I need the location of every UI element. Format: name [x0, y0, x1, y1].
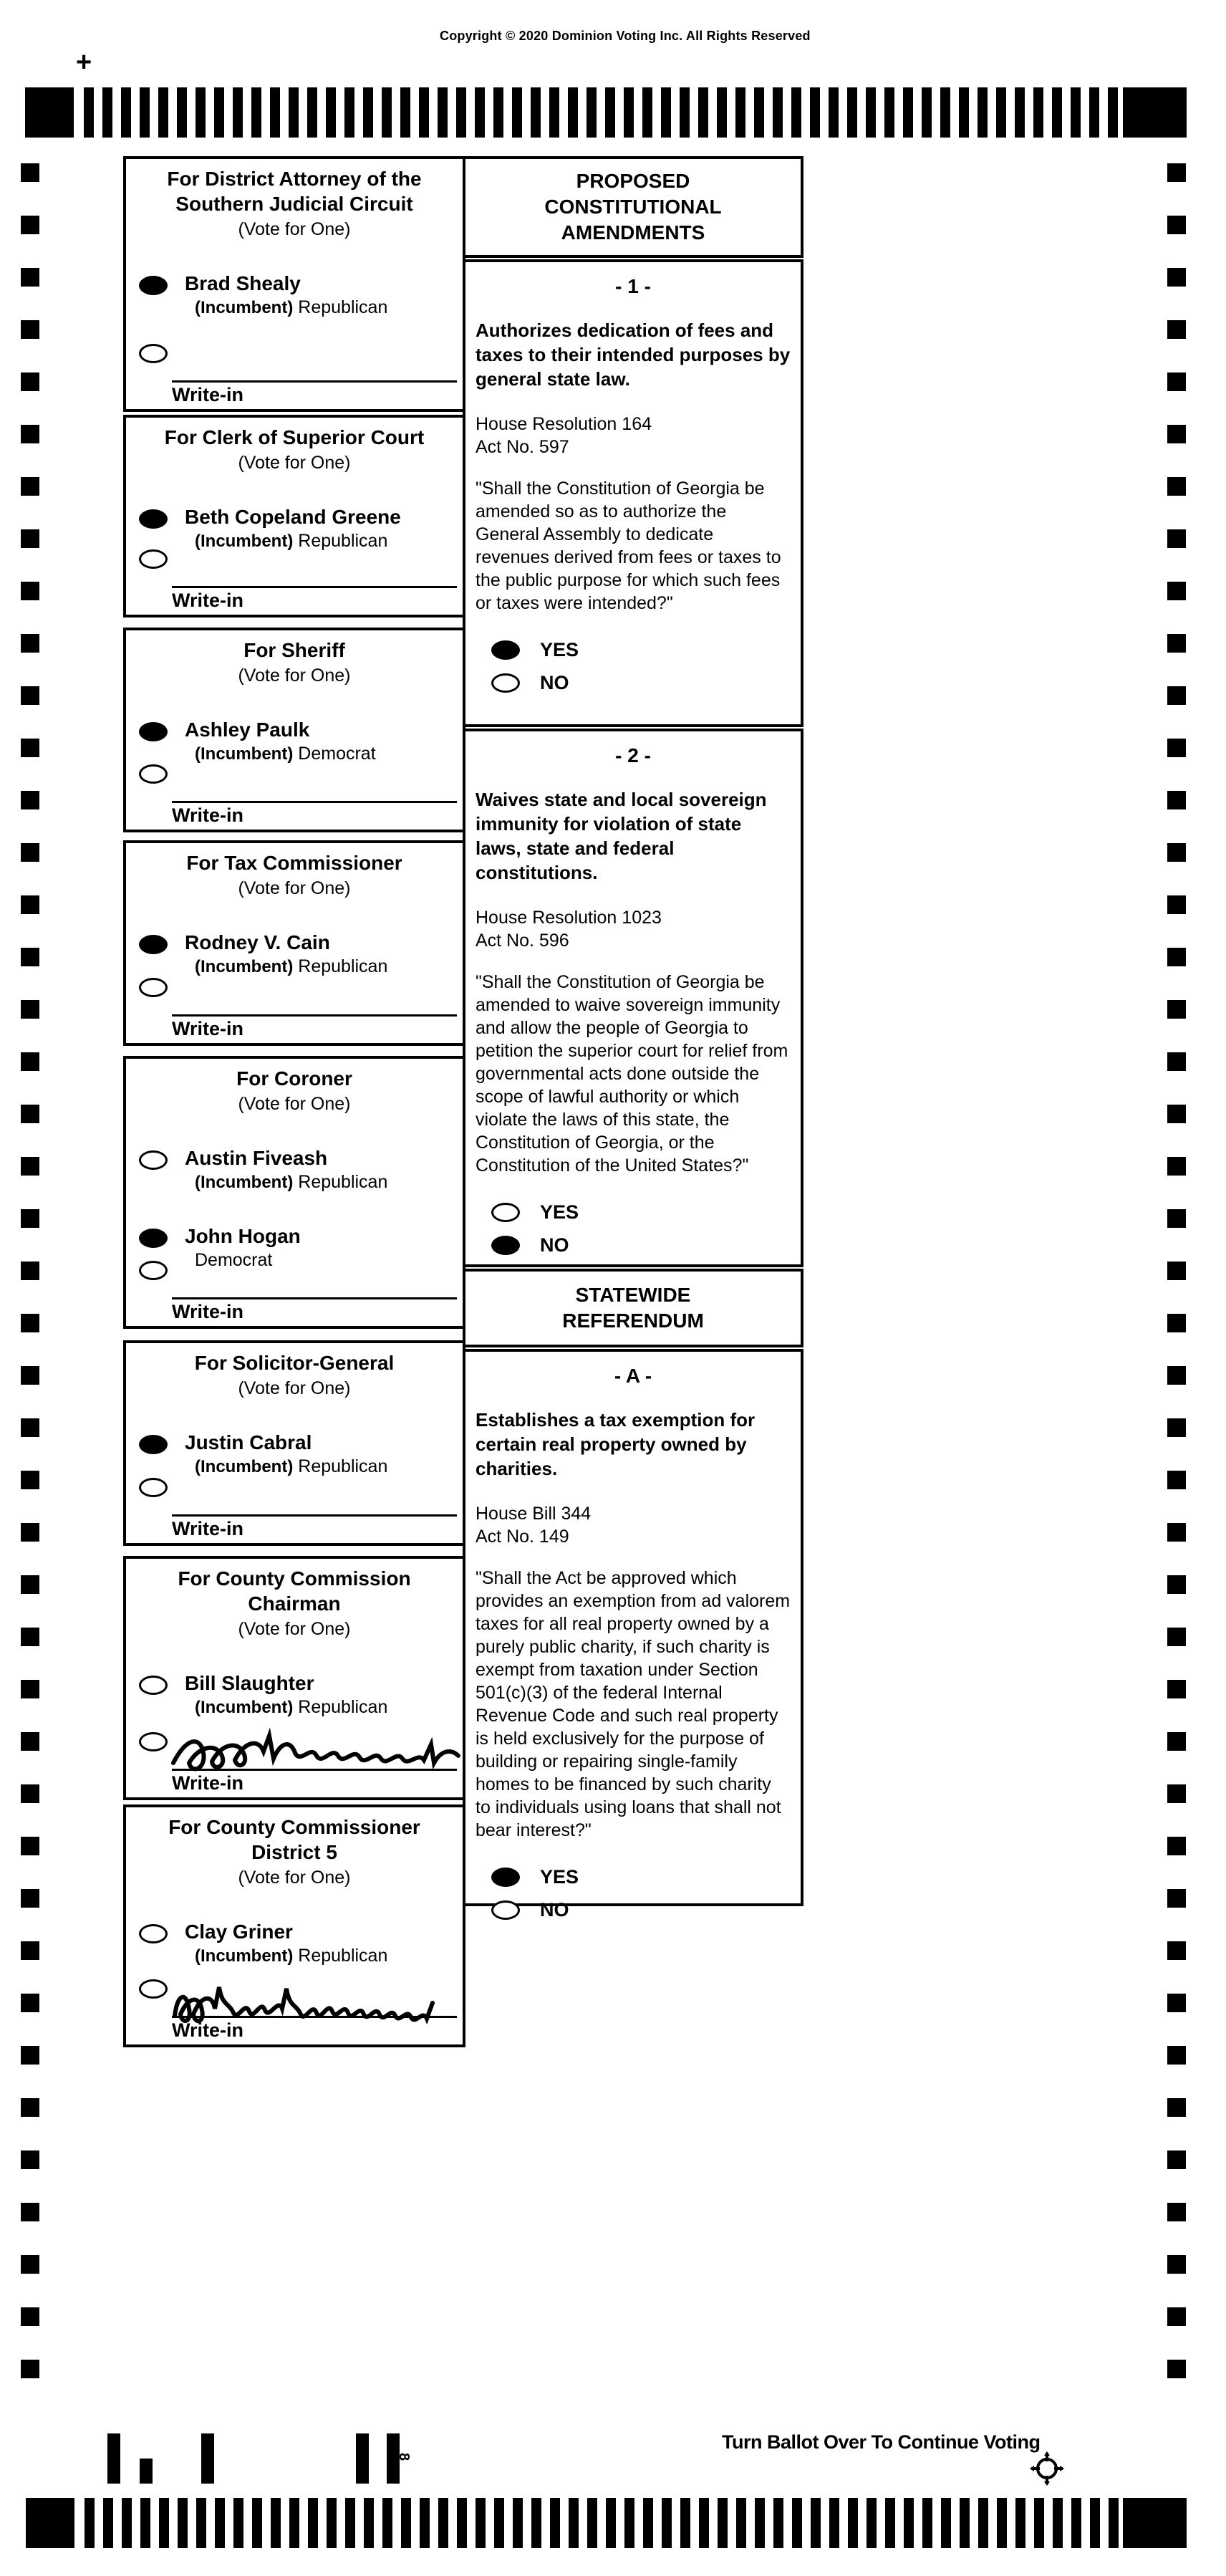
- write-in-vote-oval[interactable]: [139, 1732, 168, 1751]
- timing-block-bottom-right: [1123, 2498, 1187, 2548]
- candidate-list: [126, 718, 463, 766]
- party-label: Democrat: [195, 1250, 273, 1270]
- yes-label: YES: [540, 1866, 579, 1888]
- party-label: Republican: [298, 1172, 388, 1192]
- yes-vote-oval[interactable]: [491, 1868, 520, 1887]
- candidate-list: [126, 1920, 463, 1968]
- vote-for-one-instruction: (Vote for One): [238, 1094, 351, 1114]
- write-in-vote-oval[interactable]: [139, 344, 168, 363]
- ballot-code-bar: [201, 2433, 214, 2484]
- candidate-list: [126, 1146, 463, 1272]
- no-choice-row: [491, 672, 801, 694]
- candidate-name: Beth Copeland Greene: [185, 506, 401, 528]
- write-in-line[interactable]: Write-in: [172, 1769, 457, 1794]
- amendment-1-box: [463, 259, 803, 727]
- ballot-code-bar: [356, 2433, 369, 2484]
- yes-choice-row: [491, 639, 801, 661]
- amendment-2-box: [463, 729, 803, 1267]
- no-choice-row: [491, 1899, 801, 1921]
- party-label: Republican: [298, 531, 388, 551]
- write-in-line[interactable]: Write-in: [172, 380, 457, 406]
- referendum-a-box: [463, 1349, 803, 1921]
- amendments-header-title: PROPOSED CONSTITUTIONAL AMENDMENTS: [544, 170, 722, 244]
- race-box: [123, 1056, 465, 1329]
- no-vote-oval[interactable]: [491, 1236, 520, 1255]
- write-in-line[interactable]: Write-in: [172, 801, 457, 827]
- candidate-name: Austin Fiveash: [185, 1147, 328, 1169]
- write-in-line[interactable]: Write-in: [172, 1514, 457, 1540]
- candidate-row: [139, 1920, 463, 1968]
- candidate-name: Clay Griner: [185, 1921, 293, 1943]
- copyright-line: Copyright © 2020 Dominion Voting Inc. All Rights Reserved: [440, 29, 811, 43]
- candidate-row: [139, 1224, 463, 1272]
- timing-marks-bottom: [85, 2498, 1119, 2548]
- registration-plus-mark: +: [76, 47, 92, 77]
- race-title: For Solicitor-General: [194, 1352, 395, 1374]
- race-title: For Sheriff: [243, 639, 345, 661]
- yes-vote-oval[interactable]: [491, 1203, 520, 1222]
- write-in-vote-oval[interactable]: [139, 978, 168, 997]
- measure-reference: [476, 906, 791, 952]
- candidate-list: [126, 1671, 463, 1719]
- write-in-line[interactable]: Write-in: [172, 586, 457, 612]
- candidate-name: Rodney V. Cain: [185, 931, 330, 953]
- measure-reference: [476, 413, 791, 458]
- vote-for-one-instruction: (Vote for One): [238, 219, 351, 239]
- measure-number: - 2 -: [615, 744, 651, 766]
- vote-for-one-instruction: (Vote for One): [238, 453, 351, 473]
- reference-line: House Bill 344: [476, 1504, 592, 1524]
- incumbent-label: (Incumbent): [195, 532, 294, 551]
- candidate-name: Justin Cabral: [185, 1431, 312, 1453]
- candidate-row: [139, 505, 463, 553]
- candidate-row: [139, 1146, 463, 1194]
- incumbent-label: (Incumbent): [195, 1946, 294, 1966]
- no-vote-oval[interactable]: [491, 673, 520, 693]
- party-label: Democrat: [298, 744, 376, 764]
- yes-vote-oval[interactable]: [491, 640, 520, 660]
- incumbent-label: (Incumbent): [195, 744, 294, 764]
- timing-block-top-left: [25, 87, 74, 138]
- write-in-vote-oval[interactable]: [139, 549, 168, 569]
- empty-vote-oval[interactable]: [139, 1150, 168, 1170]
- ballot-code-bar: [140, 2459, 153, 2484]
- write-in-line[interactable]: Write-in: [172, 1014, 457, 1040]
- incumbent-label: (Incumbent): [195, 1457, 294, 1476]
- timing-block-top-right: [1123, 87, 1187, 138]
- reference-line: Act No. 597: [476, 437, 569, 457]
- no-vote-oval[interactable]: [491, 1900, 520, 1920]
- vote-for-one-instruction: (Vote for One): [238, 1619, 351, 1639]
- filled-vote-oval[interactable]: [139, 935, 168, 954]
- candidate-name: Bill Slaughter: [185, 1672, 314, 1694]
- timing-marks-top: [84, 87, 1118, 138]
- write-in-vote-oval[interactable]: [139, 1979, 168, 1999]
- write-in-line[interactable]: Write-in: [172, 1297, 457, 1323]
- race-box: [123, 156, 465, 412]
- race-title: For District Attorney of the Southern Judicial Circuit: [167, 168, 422, 215]
- no-label: NO: [540, 1234, 569, 1256]
- incumbent-label: (Incumbent): [195, 298, 294, 317]
- measure-question: "Shall the Act be approved which provides an exemption from ad valorem taxes for all real property owned by a purely public charity, if such charity is exempt from taxation under Section 501(c)(3) of the federal Internal Revenue Code and such real property is held exclusively for the purpose of building or repairing single-family homes to be financed by such charity to individuals using loans that shall not bear interest?": [476, 1568, 791, 1840]
- ballot-code-bar: [107, 2433, 120, 2484]
- race-title: For Tax Commissioner: [186, 852, 402, 874]
- filled-vote-oval[interactable]: [139, 722, 168, 741]
- race-title: For Coroner: [236, 1067, 352, 1090]
- incumbent-label: (Incumbent): [195, 957, 294, 976]
- race-title: For County Commission Chairman: [178, 1567, 411, 1615]
- timing-block-bottom-left: [26, 2498, 74, 2548]
- no-choice-row: [491, 1234, 801, 1256]
- party-label: Republican: [298, 956, 388, 976]
- yes-choice-row: [491, 1866, 801, 1888]
- write-in-vote-oval[interactable]: [139, 1478, 168, 1497]
- candidate-list: [126, 931, 463, 979]
- timing-marks-left-edge: [21, 163, 39, 2388]
- vote-for-one-instruction: (Vote for One): [238, 665, 351, 686]
- measure-summary: Establishes a tax exemption for certain real property owned by charities.: [476, 1409, 756, 1479]
- turn-ballot-over-instruction: Turn Ballot Over To Continue Voting: [722, 2431, 1041, 2453]
- referendum-header-title: STATEWIDE REFERENDUM: [562, 1284, 704, 1332]
- measure-summary: Authorizes dedication of fees and taxes to their intended purposes by general state law.: [476, 319, 791, 390]
- empty-vote-oval[interactable]: [139, 1676, 168, 1695]
- empty-vote-oval[interactable]: [139, 1924, 168, 1943]
- race-box: [123, 628, 465, 832]
- incumbent-label: (Incumbent): [195, 1698, 294, 1717]
- measure-summary: Waives state and local sovereign immunity for violation of state laws, state and federal constitutions.: [476, 789, 767, 883]
- candidate-list: [126, 1431, 463, 1479]
- vote-for-one-instruction: (Vote for One): [238, 1868, 351, 1888]
- candidate-row: [139, 271, 463, 319]
- filled-vote-oval[interactable]: [139, 509, 168, 529]
- write-in-vote-oval[interactable]: [139, 764, 168, 784]
- timing-marks-right-edge: [1167, 163, 1186, 2388]
- race-box: [123, 1804, 465, 2047]
- ballot-code-digit: 8: [396, 2452, 412, 2461]
- referendum-header-box: [463, 1269, 803, 1347]
- no-label: NO: [540, 672, 569, 693]
- reference-line: Act No. 596: [476, 931, 569, 951]
- measure-question: "Shall the Constitution of Georgia be amended so as to authorize the General Assembly to dedicate revenues derived from fees or taxes to the public purpose for which such fees or taxes were intended?": [476, 479, 781, 613]
- candidate-list: [126, 271, 463, 319]
- reference-line: House Resolution 164: [476, 414, 652, 434]
- write-in-vote-oval[interactable]: [139, 1261, 168, 1280]
- party-label: Republican: [298, 1456, 388, 1476]
- candidate-row: [139, 718, 463, 766]
- race-title: For County Commissioner District 5: [168, 1816, 420, 1863]
- race-box: [123, 1340, 465, 1546]
- candidate-row: [139, 1431, 463, 1479]
- candidate-list: [126, 505, 463, 553]
- measure-question: "Shall the Constitution of Georgia be amended to waive sovereign immunity and allow the people of Georgia to petition the superior court for relief from governmental acts done outside the scope of lawful authority or which violate the laws of this state, the Constitution of Georgia, or the Constitution of the United States?": [476, 972, 788, 1176]
- reference-line: Act No. 149: [476, 1527, 569, 1547]
- party-label: Republican: [298, 1697, 388, 1717]
- write-in-line[interactable]: Write-in: [172, 2016, 457, 2042]
- yes-label: YES: [540, 639, 579, 660]
- race-title: For Clerk of Superior Court: [164, 426, 425, 448]
- filled-vote-oval[interactable]: [139, 1229, 168, 1248]
- measure-reference: [476, 1502, 791, 1548]
- yes-choice-row: [491, 1201, 801, 1224]
- candidate-name: Ashley Paulk: [185, 719, 310, 741]
- measure-number: - 1 -: [615, 275, 651, 297]
- candidate-row: [139, 1671, 463, 1719]
- no-label: NO: [540, 1899, 569, 1921]
- vote-for-one-instruction: (Vote for One): [238, 878, 351, 898]
- incumbent-label: (Incumbent): [195, 1173, 294, 1192]
- candidate-name: John Hogan: [185, 1225, 301, 1247]
- measure-number: - A -: [614, 1365, 652, 1387]
- reference-line: House Resolution 1023: [476, 908, 662, 928]
- race-box: [123, 1556, 465, 1800]
- candidate-name: Brad Shealy: [185, 272, 301, 294]
- race-box: [123, 415, 465, 617]
- party-label: Republican: [298, 1946, 388, 1966]
- party-label: Republican: [298, 297, 388, 317]
- crosshair-registration-icon: [1030, 2451, 1064, 2486]
- vote-for-one-instruction: (Vote for One): [238, 1378, 351, 1398]
- amendments-header-box: [463, 156, 803, 258]
- filled-vote-oval[interactable]: [139, 276, 168, 295]
- filled-vote-oval[interactable]: [139, 1435, 168, 1454]
- yes-label: YES: [540, 1201, 579, 1223]
- race-box: [123, 840, 465, 1046]
- candidate-row: [139, 931, 463, 979]
